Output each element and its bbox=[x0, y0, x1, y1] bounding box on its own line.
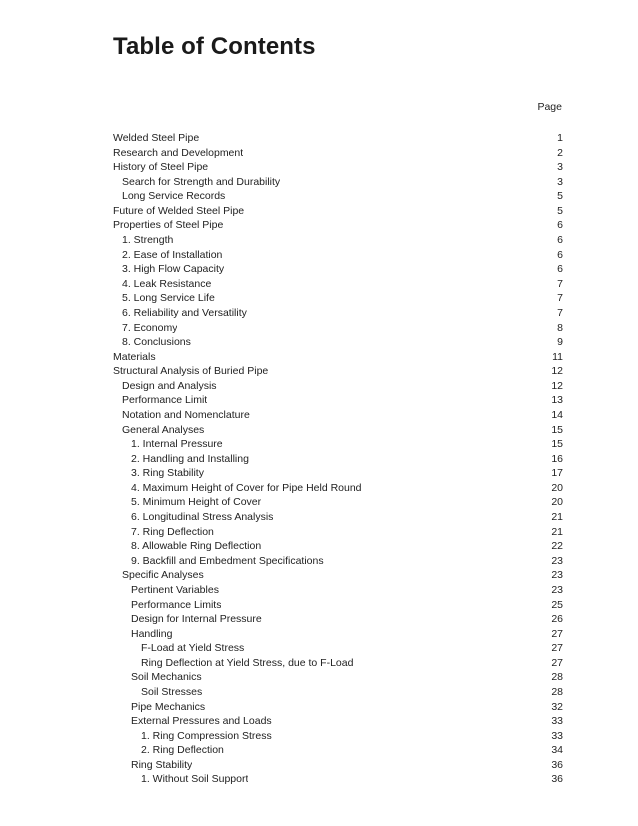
toc-entry-page-number: 15 bbox=[551, 423, 563, 436]
toc-entry bbox=[113, 554, 563, 569]
toc-entry bbox=[113, 131, 563, 146]
toc-entry-label: Pipe Mechanics bbox=[131, 700, 206, 713]
toc-entry-label: 1. Internal Pressure bbox=[131, 438, 223, 451]
toc-entry-label: Structural Analysis of Buried Pipe bbox=[113, 365, 269, 378]
toc-entry-label: 4. Leak Resistance bbox=[122, 277, 212, 290]
toc-entry-label: 9. Backfill and Embedment Specifications bbox=[131, 554, 324, 567]
toc-entry bbox=[113, 291, 563, 306]
toc-entry bbox=[113, 277, 563, 292]
toc-entry bbox=[113, 321, 563, 336]
toc-entry bbox=[113, 218, 563, 233]
toc-list bbox=[113, 131, 563, 787]
toc-entry-page-number: 6 bbox=[557, 234, 563, 247]
toc-entry-page-number: 15 bbox=[551, 438, 563, 451]
toc-entry bbox=[113, 656, 563, 671]
toc-entry-page-number: 34 bbox=[551, 744, 563, 757]
toc-entry bbox=[113, 598, 563, 613]
toc-entry bbox=[113, 189, 563, 204]
toc-entry-page-number: 7 bbox=[557, 277, 563, 290]
toc-entry bbox=[113, 670, 563, 685]
toc-entry bbox=[113, 685, 563, 700]
toc-entry-page-number: 6 bbox=[557, 248, 563, 261]
toc-entry-label: Pertinent Variables bbox=[131, 583, 219, 596]
toc-entry-page-number: 27 bbox=[551, 656, 563, 669]
page-column-header: Page bbox=[537, 101, 562, 113]
toc-entry-page-number: 22 bbox=[551, 540, 563, 553]
toc-entry-label: 8. Conclusions bbox=[122, 336, 191, 349]
toc-entry-label: 7. Ring Deflection bbox=[131, 525, 214, 538]
toc-entry-label: Future of Welded Steel Pipe bbox=[113, 204, 245, 217]
toc-entry-page-number: 7 bbox=[557, 306, 563, 319]
toc-entry-label: Welded Steel Pipe bbox=[113, 132, 200, 144]
toc-entry bbox=[113, 379, 563, 394]
toc-entry-label: 3. High Flow Capacity bbox=[122, 263, 225, 276]
toc-entry-page-number: 2 bbox=[557, 146, 563, 159]
toc-entry-label: Soil Stresses bbox=[141, 685, 203, 698]
toc-entry-page-number: 33 bbox=[551, 715, 563, 728]
toc-entry-label: Design for Internal Pressure bbox=[131, 613, 262, 626]
toc-entry bbox=[113, 335, 563, 350]
toc-entry bbox=[113, 160, 563, 175]
toc-entry-label: 5. Minimum Height of Cover bbox=[131, 496, 262, 509]
toc-entry-label: 2. Ease of Installation bbox=[122, 248, 223, 261]
toc-entry-page-number: 11 bbox=[552, 350, 563, 363]
toc-entry-label: Specific Analyses bbox=[122, 569, 204, 582]
toc-entry-label: 8. Allowable Ring Deflection bbox=[131, 540, 262, 553]
toc-entry bbox=[113, 175, 563, 190]
toc-entry bbox=[113, 714, 563, 729]
toc-entry-page-number: 6 bbox=[557, 219, 563, 232]
toc-entry-page-number: 23 bbox=[551, 554, 563, 567]
toc-entry-page-number: 26 bbox=[551, 613, 563, 626]
toc-entry bbox=[113, 641, 563, 656]
toc-entry-page-number: 6 bbox=[557, 263, 563, 276]
toc-entry bbox=[113, 583, 563, 598]
toc-entry bbox=[113, 743, 563, 758]
toc-entry bbox=[113, 393, 563, 408]
toc-entry-label: Properties of Steel Pipe bbox=[113, 219, 224, 232]
toc-entry-label: Long Service Records bbox=[122, 190, 226, 203]
toc-entry-label: Materials bbox=[113, 350, 156, 363]
toc-entry bbox=[113, 495, 563, 510]
toc-entry-label: Ring Stability bbox=[131, 758, 193, 771]
toc-entry bbox=[113, 510, 563, 525]
toc-entry-label: 2. Handling and Installing bbox=[131, 452, 249, 465]
toc-entry-page-number: 14 bbox=[551, 408, 563, 421]
toc-entry bbox=[113, 306, 563, 321]
toc-entry-page-number: 12 bbox=[551, 379, 563, 392]
toc-entry bbox=[113, 758, 563, 773]
toc-entry-label: General Analyses bbox=[122, 423, 205, 436]
toc-entry bbox=[113, 772, 563, 787]
toc-entry-label: Search for Strength and Durability bbox=[122, 175, 281, 188]
toc-entry bbox=[113, 729, 563, 744]
toc-entry-page-number: 28 bbox=[551, 671, 563, 684]
toc-entry-page-number: 5 bbox=[557, 190, 563, 203]
toc-entry-page-number: 27 bbox=[551, 642, 563, 655]
toc-entry-page-number: 3 bbox=[557, 175, 563, 188]
toc-entry-label: 3. Ring Stability bbox=[131, 467, 204, 480]
toc-entry-page-number: 20 bbox=[551, 481, 563, 494]
toc-entry bbox=[113, 233, 563, 248]
toc-entry bbox=[113, 262, 563, 277]
toc-entry-page-number: 36 bbox=[551, 758, 563, 771]
toc-entry-label: 2. Ring Deflection bbox=[141, 744, 224, 757]
toc-entry-label: External Pressures and Loads bbox=[131, 715, 272, 728]
toc-entry-page-number: 8 bbox=[557, 321, 563, 334]
toc-entry bbox=[113, 568, 563, 583]
toc-entry bbox=[113, 437, 563, 452]
toc-entry bbox=[113, 204, 563, 219]
toc-entry bbox=[113, 146, 563, 161]
toc-entry-page-number: 27 bbox=[551, 627, 563, 640]
toc-entry-page-number: 3 bbox=[557, 161, 563, 174]
toc-entry bbox=[113, 481, 563, 496]
toc-entry-page-number: 28 bbox=[551, 685, 563, 698]
toc-entry-label: F-Load at Yield Stress bbox=[141, 642, 245, 655]
toc-entry-page-number: 23 bbox=[551, 583, 563, 596]
toc-entry bbox=[113, 612, 563, 627]
toc-entry-page-number: 5 bbox=[557, 204, 563, 217]
toc-entry-label: 1. Ring Compression Stress bbox=[141, 729, 272, 742]
toc-entry-label: Handling bbox=[131, 627, 173, 640]
toc-entry-label: Soil Mechanics bbox=[131, 671, 202, 684]
toc-entry-page-number: 25 bbox=[551, 598, 563, 611]
toc-entry-page-number: 16 bbox=[551, 452, 563, 465]
toc-entry-page-number: 17 bbox=[551, 467, 563, 480]
toc-entry-page-number: 36 bbox=[551, 773, 563, 786]
toc-entry-label: History of Steel Pipe bbox=[113, 161, 209, 174]
toc-entry bbox=[113, 350, 563, 365]
toc-entry-label: 5. Long Service Life bbox=[122, 292, 215, 305]
toc-entry-label: Notation and Nomenclature bbox=[122, 408, 250, 421]
toc-entry bbox=[113, 700, 563, 715]
toc-entry bbox=[113, 364, 563, 379]
toc-entry-page-number: 13 bbox=[551, 394, 563, 407]
toc-entry-page-number: 12 bbox=[551, 365, 563, 378]
toc-entry-label: Ring Deflection at Yield Stress, due to F-Load bbox=[141, 656, 354, 669]
toc-entry-label: Design and Analysis bbox=[122, 379, 217, 392]
toc-entry-page-number: 32 bbox=[551, 700, 563, 713]
toc-entry-page-number: 9 bbox=[557, 336, 563, 349]
toc-entry bbox=[113, 539, 563, 554]
toc-entry-label: 7. Economy bbox=[122, 321, 178, 334]
toc-entry-page-number: 20 bbox=[551, 496, 563, 509]
toc-entry-label: Research and Development bbox=[113, 146, 244, 159]
toc-entry bbox=[113, 408, 563, 423]
toc-entry-label: 1. Without Soil Support bbox=[141, 773, 249, 786]
toc-entry bbox=[113, 423, 563, 438]
toc-entry bbox=[113, 525, 563, 540]
toc-entry-label: 4. Maximum Height of Cover for Pipe Held Round bbox=[131, 481, 362, 494]
toc-entry-page-number: 21 bbox=[551, 525, 563, 538]
toc-entry bbox=[113, 248, 563, 263]
toc-entry-page-number: 33 bbox=[551, 729, 563, 742]
toc-entry-label: Performance Limit bbox=[122, 394, 208, 407]
toc-entry-page-number: 7 bbox=[557, 292, 563, 305]
toc-entry bbox=[113, 452, 563, 467]
page-title: Table of Contents bbox=[113, 33, 316, 60]
toc-entry-page-number: 21 bbox=[551, 511, 563, 524]
toc-entry-label: 6. Reliability and Versatility bbox=[122, 306, 247, 319]
toc-entry-label: 6. Longitudinal Stress Analysis bbox=[131, 511, 274, 524]
toc-entry-label: Performance Limits bbox=[131, 598, 222, 611]
toc-entry bbox=[113, 466, 563, 481]
toc-entry-page-number: 1 bbox=[557, 132, 563, 144]
toc-entry bbox=[113, 627, 563, 642]
toc-entry-page-number: 23 bbox=[551, 569, 563, 582]
toc-entry-label: 1. Strength bbox=[122, 234, 174, 247]
